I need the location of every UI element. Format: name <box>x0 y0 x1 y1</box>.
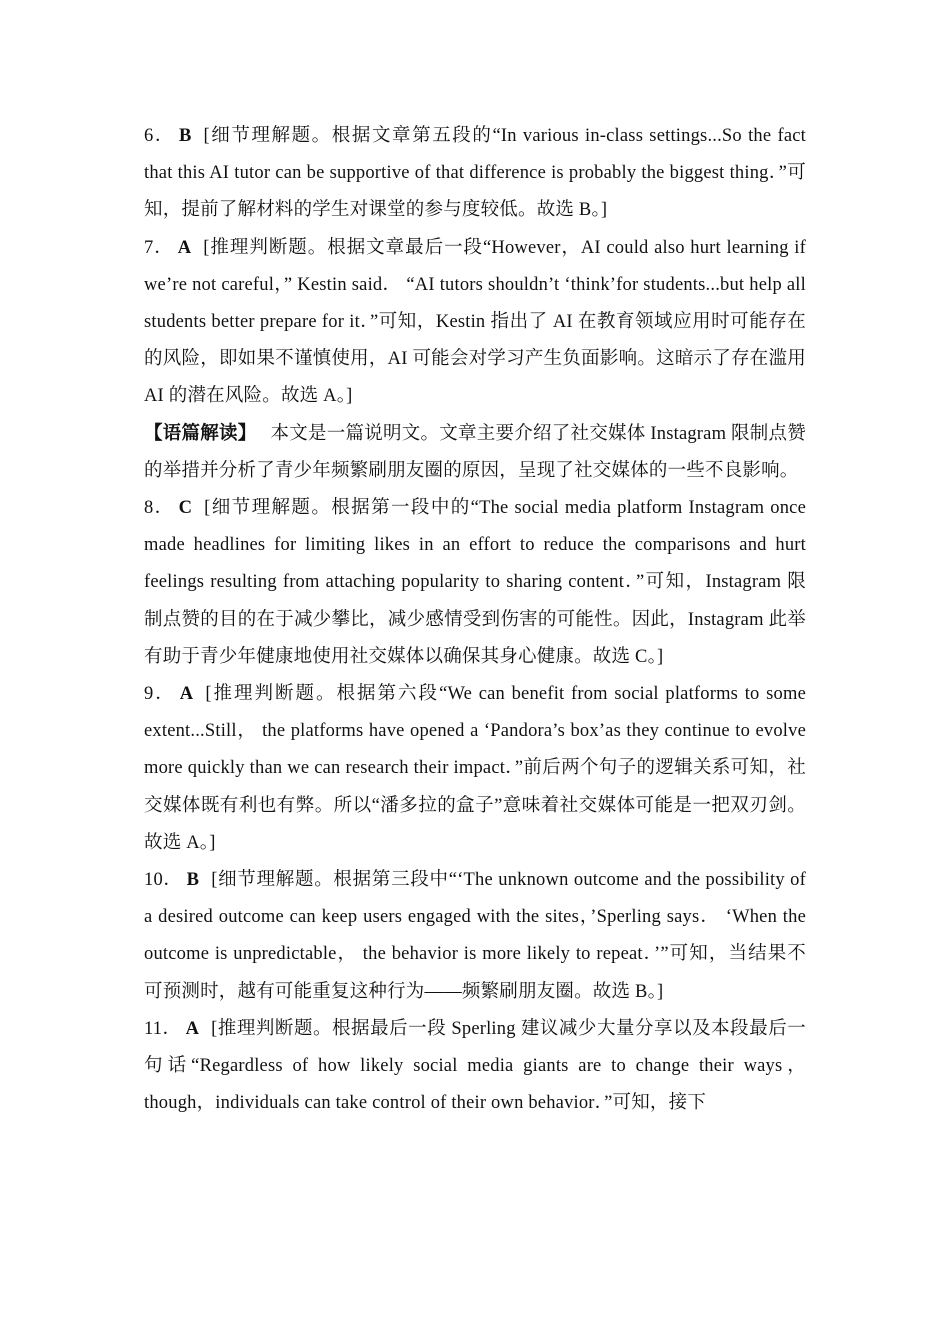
answer-item-8 <box>144 490 806 676</box>
answer-letter: A <box>185 1018 200 1039</box>
question-number: 6． <box>144 126 175 146</box>
explanation-text: [推理判断题。根据第六段“We can benefit from social platforms to some extent...Still， the platforms have opened a ‘Pandora’s box’as they continue to evolve more quickly than we can research their impact．”前后两个句子的逻辑关系可知，社交媒体既有利也有弊。所以“潘多拉的盒子”意味着社交媒体可能是一把双刃剑。故选 A。] <box>144 684 806 853</box>
answer-letter: C <box>178 498 193 519</box>
reading-text: 本文是一篇说明文。文章主要介绍了社交媒体 Instagram 限制点赞的举措并分析了青少年频繁刷朋友圈的原因，呈现了社交媒体的一些不良影响。 <box>144 423 807 481</box>
answer-letter: B <box>186 870 200 891</box>
answer-item-9 <box>144 676 806 862</box>
answer-item-10 <box>144 862 806 1011</box>
reading-label: 【语篇解读】 <box>144 423 257 444</box>
question-number: 9． <box>144 684 176 705</box>
answer-item-7 <box>144 230 806 416</box>
explanation-text: [推理判断题。根据最后一段 Sperling 建议减少大量分享以及本段最后一句话“Regardless of how likely social media giants are to change their ways，though，individuals can take control of their own behavior．”可知，接下 <box>144 1018 806 1114</box>
question-number: 7． <box>144 237 174 258</box>
explanation-text: [推理判断题。根据文章最后一段“However，AI could also hurt learning if we’re not careful，” Kestin said． “AI tutors shouldn’t ‘think’for students...but help all students better prepare for it．”可知，Kestin 指出了 AI 在教育领域应用时可能存在的风险，即如果不谨慎使用，AI 可能会对学习产生负面影响。这暗示了存在滥用 AI 的潜在风险。故选 A。] <box>144 237 806 407</box>
answer-letter: A <box>179 684 194 705</box>
explanation-text: [细节理解题。根据文章第五段的“In various in-class settings...So the fact that this AI tutor can be supportive of that difference is probably the biggest thing．”可知，提前了解材料的学生对课堂的参与度较低。故选 B。] <box>144 126 807 221</box>
question-number: 8． <box>144 498 175 519</box>
question-number: 10． <box>144 870 183 891</box>
question-number: 11． <box>144 1018 182 1039</box>
document-page <box>144 118 806 1122</box>
explanation-text: [细节理解题。根据第三段中“‘The unknown outcome and the possibility of a desired outcome can keep users engaged with the sites，’Sperling says． ‘When the outcome is unpredictable， the behavior is more likely to repeat．’”可知，当结果不可预测时，越有可能重复这种行为——频繁刷朋友圈。故选 B。] <box>144 870 806 1002</box>
reading-interpretation <box>144 416 806 490</box>
answer-item-6 <box>144 118 806 230</box>
answer-letter: A <box>177 237 192 258</box>
answer-letter: B <box>178 126 192 146</box>
explanation-text: [细节理解题。根据第一段中的“The social media platform Instagram once made headlines for limiting likes in an effort to reduce the comparisons and hurt feelings resulting from attaching popularity to sharing content．”可知，Instagram 限制点赞的目的在于减少攀比，减少感情受到伤害的可能性。因此，Instagram 此举有助于青少年健康地使用社交媒体以确保其身心健康。故选 C。] <box>144 498 806 667</box>
answer-item-11 <box>144 1011 806 1123</box>
